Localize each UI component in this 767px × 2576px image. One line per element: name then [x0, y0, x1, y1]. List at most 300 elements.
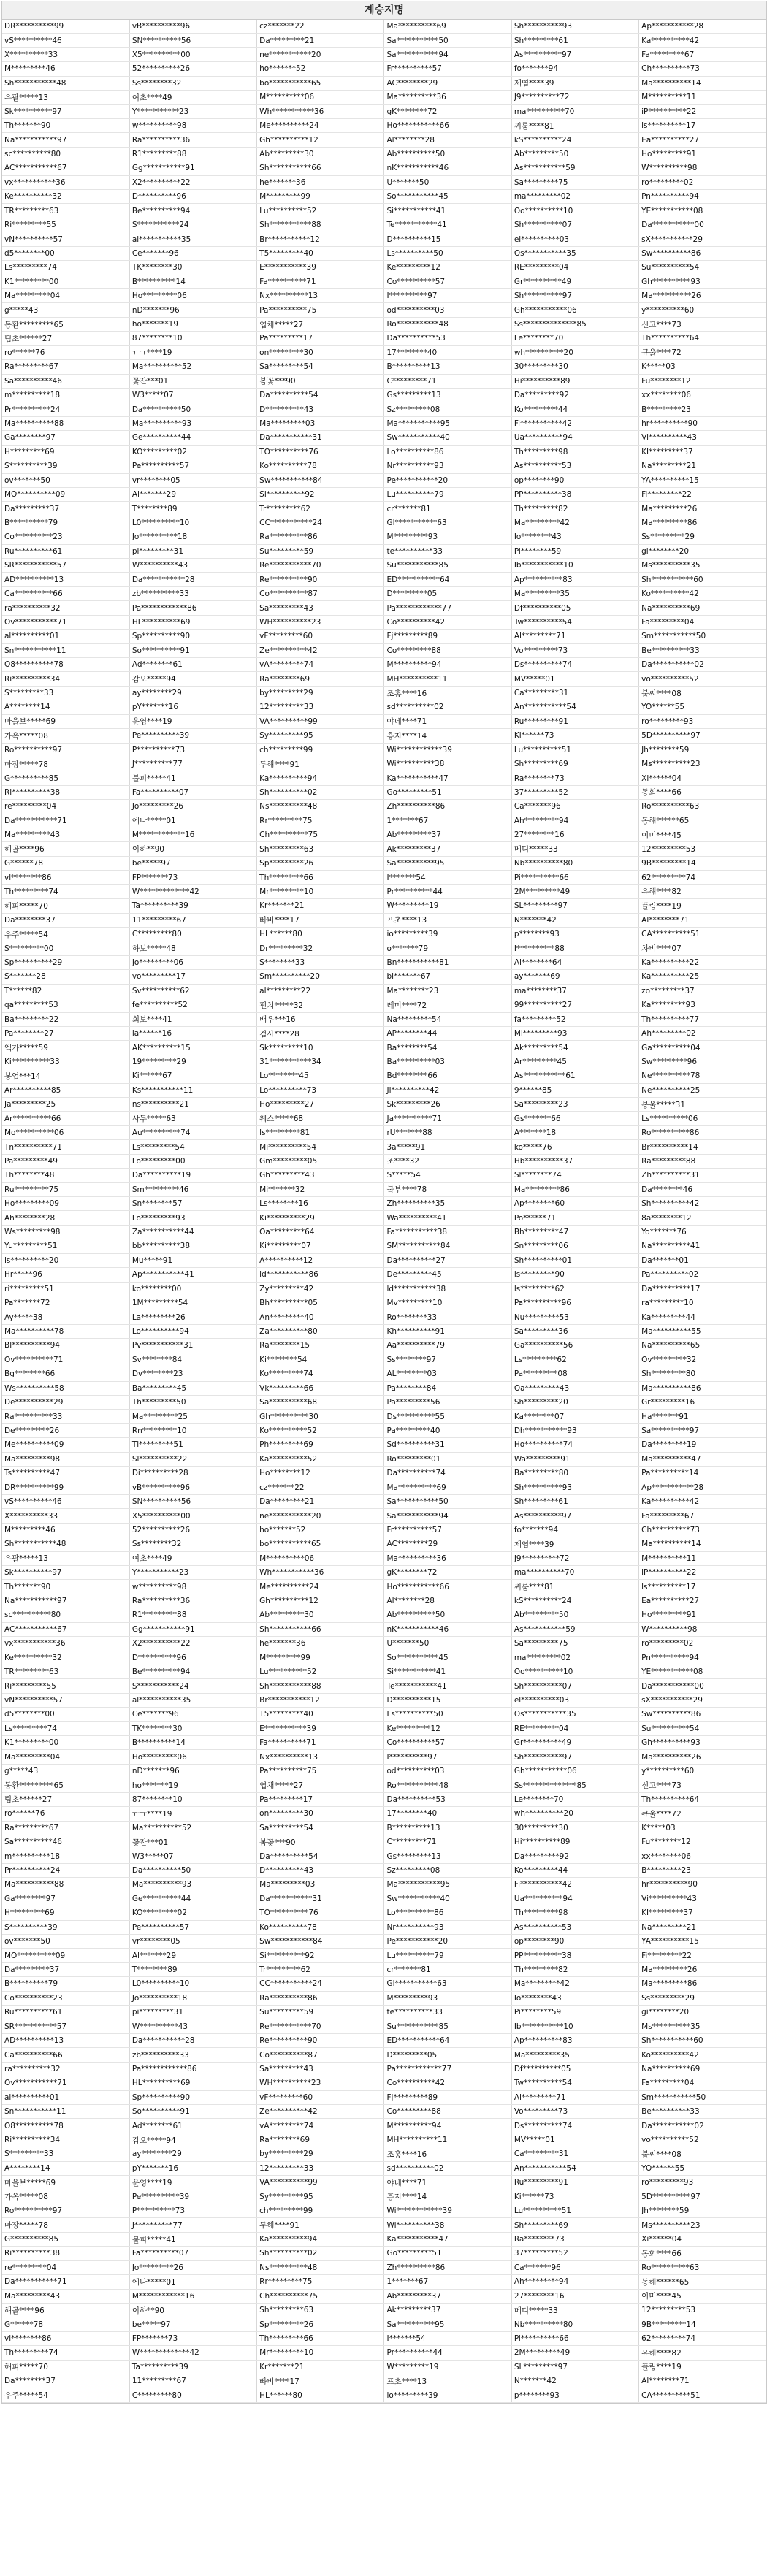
- list-item: AC***********67: [2, 1622, 129, 1636]
- list-item: C*********71: [384, 374, 511, 388]
- table-row: [2, 530, 766, 544]
- list-item: Th*********82: [511, 502, 638, 516]
- list-item: Ro***********48: [384, 1778, 511, 1792]
- list-item: SN**********56: [129, 34, 256, 47]
- list-item: Ra**********36: [129, 1594, 256, 1608]
- list-item: xx********06: [639, 1849, 766, 1863]
- list-item: 웨스*****68: [257, 1112, 384, 1125]
- list-item: al***********35: [129, 232, 256, 246]
- list-item: Wi************39: [384, 743, 511, 757]
- list-item: Fr**********57: [384, 62, 511, 76]
- table-row: [2, 2289, 766, 2303]
- list-item: 27********16: [511, 828, 638, 842]
- list-item: ri*********51: [2, 1282, 129, 1296]
- table-row: [2, 388, 766, 402]
- list-item: vr********05: [129, 1934, 256, 1948]
- list-item: Sw***********84: [257, 473, 384, 487]
- list-item: Th*********66: [257, 871, 384, 884]
- list-item: A*******18: [511, 1125, 638, 1139]
- list-item: HL******80: [257, 2388, 384, 2402]
- list-item: Sp**********90: [129, 2090, 256, 2104]
- list-item: 12*********53: [639, 842, 766, 856]
- list-item: D*********05: [384, 586, 511, 600]
- list-item: DR**********99: [2, 1480, 129, 1494]
- list-item: TK********30: [129, 1721, 256, 1735]
- list-item: K*****03: [639, 360, 766, 374]
- list-item: Sp*********26: [257, 2317, 384, 2331]
- list-item: C*********80: [129, 2388, 256, 2402]
- table-row: [2, 1551, 766, 1565]
- list-item: Ka*********93: [639, 998, 766, 1012]
- list-item: 여초****49: [129, 91, 256, 104]
- table-row: [2, 1934, 766, 1948]
- table-row: [2, 1622, 766, 1636]
- list-item: E***********39: [257, 261, 384, 275]
- list-item: KI*********37: [639, 445, 766, 459]
- list-item: op********90: [511, 1934, 638, 1948]
- table-row: [2, 2161, 766, 2175]
- table-row: [2, 2247, 766, 2260]
- table-row: [2, 516, 766, 530]
- list-item: Su*********59: [257, 544, 384, 558]
- list-item: Sz*********08: [384, 1863, 511, 1877]
- list-item: ro*********93: [639, 2176, 766, 2190]
- table-row: [2, 1140, 766, 1154]
- table-row: [2, 1098, 766, 1112]
- list-item: ma**********70: [511, 1565, 638, 1579]
- table-row: [2, 2232, 766, 2246]
- list-item: Sy*********95: [257, 2190, 384, 2204]
- table-row: [2, 2019, 766, 2033]
- list-item: Te***********41: [384, 218, 511, 232]
- list-item: Da**********17: [639, 1282, 766, 1296]
- list-item: D**********96: [129, 190, 256, 204]
- list-item: L0**********10: [129, 516, 256, 530]
- table-row: [2, 1651, 766, 1665]
- list-item: cr*******81: [384, 502, 511, 516]
- list-item: X2**********22: [129, 1637, 256, 1651]
- table-row: [2, 559, 766, 573]
- list-item: So**********91: [129, 2105, 256, 2119]
- list-item: KO*********02: [129, 445, 256, 459]
- list-item: Th*********74: [2, 884, 129, 898]
- list-item: Si***********41: [384, 1665, 511, 1678]
- list-item: T5*********40: [257, 246, 384, 260]
- list-item: 봉울*****31: [639, 1098, 766, 1112]
- list-item: Ah*********94: [511, 2275, 638, 2289]
- list-item: Da**********54: [257, 388, 384, 402]
- list-item: 두해****91: [257, 757, 384, 771]
- list-item: 마장*****78: [2, 757, 129, 771]
- list-item: Ls*********54: [129, 1140, 256, 1154]
- list-item: Na***********97: [2, 133, 129, 147]
- list-item: MH**********11: [384, 672, 511, 686]
- list-item: Na***********97: [2, 1594, 129, 1608]
- list-item: Fa**********07: [129, 785, 256, 799]
- list-item: ay*******69: [511, 970, 638, 984]
- table-row: [2, 1835, 766, 1849]
- list-item: al***********35: [129, 1693, 256, 1707]
- list-item: Ds**********74: [511, 657, 638, 671]
- list-item: YO******55: [639, 700, 766, 714]
- table-row: [2, 1679, 766, 1693]
- list-item: 9B*********14: [639, 2317, 766, 2331]
- ranking-sheet: [1, 1, 767, 2404]
- list-item: on*********30: [257, 345, 384, 359]
- list-item: Ka********07: [511, 1410, 638, 1423]
- table-row: [2, 62, 766, 76]
- list-item: 87********10: [129, 332, 256, 345]
- list-item: he*******36: [257, 175, 384, 189]
- list-item: ED***********64: [384, 2033, 511, 2047]
- table-row: [2, 814, 766, 828]
- list-item: Ss*********29: [639, 1991, 766, 2005]
- list-item: Ja**********71: [384, 1112, 511, 1125]
- list-item: Pa************86: [129, 601, 256, 615]
- list-item: Wh***********36: [257, 1565, 384, 1579]
- list-item: Ab*********50: [511, 147, 638, 161]
- list-item: K*****03: [639, 1821, 766, 1835]
- list-item: Lu**********79: [384, 1949, 511, 1962]
- list-item: Ha*******91: [639, 1410, 766, 1423]
- table-row: [2, 1849, 766, 1863]
- table-row: [2, 1962, 766, 1976]
- table-row: [2, 1821, 766, 1835]
- list-item: ch*********99: [257, 743, 384, 757]
- list-item: SL*********97: [511, 899, 638, 913]
- list-item: Th**********64: [639, 332, 766, 345]
- list-item: Ap**********83: [511, 2033, 638, 2047]
- table-row: [2, 1977, 766, 1991]
- list-item: Hr*****96: [2, 1268, 129, 1282]
- list-item: 19*********29: [129, 1055, 256, 1069]
- list-item: Jo*********06: [129, 955, 256, 969]
- list-item: Ne**********25: [639, 1083, 766, 1097]
- list-item: Ho*********91: [639, 1608, 766, 1622]
- list-item: Da*********21: [257, 34, 384, 47]
- list-item: Sh*********20: [511, 1395, 638, 1409]
- list-item: Xi******04: [639, 771, 766, 785]
- list-item: Wh***********36: [257, 104, 384, 118]
- list-item: Rr*********75: [257, 2275, 384, 2289]
- list-item: B**********79: [2, 516, 129, 530]
- list-item: Ho*********27: [257, 1098, 384, 1112]
- list-item: Sk*********26: [384, 1098, 511, 1112]
- table-row: [2, 1721, 766, 1735]
- list-item: Sk*********10: [257, 1041, 384, 1055]
- list-item: Da*********37: [2, 502, 129, 516]
- list-item: Ka*********44: [639, 1310, 766, 1324]
- list-item: Hb**********37: [511, 1154, 638, 1168]
- list-item: m**********18: [2, 388, 129, 402]
- list-item: SM***********84: [384, 1239, 511, 1253]
- list-item: Sm*********46: [129, 1182, 256, 1196]
- list-item: As**********97: [511, 47, 638, 61]
- list-item: 조홍****16: [384, 2147, 511, 2161]
- list-item: Ah*********02: [639, 1026, 766, 1040]
- list-item: Ma**********47: [639, 1452, 766, 1466]
- list-item: M**********94: [384, 657, 511, 671]
- list-item: iP**********22: [639, 1565, 766, 1579]
- list-item: 봄꽃***90: [257, 374, 384, 388]
- list-item: 해골****96: [2, 842, 129, 856]
- list-item: Ra**********86: [257, 530, 384, 544]
- list-item: Ru*********75: [2, 1182, 129, 1196]
- list-item: Gh**********12: [257, 1594, 384, 1608]
- table-row: [2, 928, 766, 941]
- list-item: T5*********40: [257, 1708, 384, 1721]
- list-item: Sw***********40: [384, 431, 511, 445]
- list-item: Ki********54: [257, 1353, 384, 1367]
- list-item: Ma**********88: [2, 1878, 129, 1892]
- list-item: Sh*********69: [511, 757, 638, 771]
- list-item: Fi***********42: [511, 1878, 638, 1892]
- list-item: D**********43: [257, 402, 384, 416]
- table-row: [2, 1282, 766, 1296]
- list-item: Gh***********06: [511, 1764, 638, 1778]
- list-item: Su***********85: [384, 2019, 511, 2033]
- list-item: I**********97: [384, 289, 511, 303]
- list-item: Ra*********67: [2, 1821, 129, 1835]
- list-item: Pa**********14: [639, 1467, 766, 1480]
- list-item: Da**********54: [257, 1849, 384, 1863]
- list-item: Sh***********60: [639, 573, 766, 586]
- list-item: WH**********23: [257, 615, 384, 629]
- list-item: Me**********24: [257, 118, 384, 132]
- list-item: Gs*********13: [384, 388, 511, 402]
- list-item: zo*********37: [639, 984, 766, 998]
- list-item: I*******54: [384, 871, 511, 884]
- list-item: sc**********80: [2, 147, 129, 161]
- list-item: M*********93: [384, 530, 511, 544]
- list-item: ls*********90: [511, 1268, 638, 1282]
- list-item: Th*********82: [511, 1962, 638, 1976]
- list-item: Ka**********25: [639, 970, 766, 984]
- list-item: Ma*********25: [129, 1410, 256, 1423]
- list-item: Ma*********26: [639, 502, 766, 516]
- table-row: [2, 133, 766, 147]
- table-row: [2, 1026, 766, 1040]
- table-row: [2, 1239, 766, 1253]
- list-item: S**********39: [2, 459, 129, 473]
- list-item: Al*********71: [511, 630, 638, 643]
- list-item: S*********00: [2, 941, 129, 955]
- table-row: [2, 1197, 766, 1211]
- list-item: by*********29: [257, 2147, 384, 2161]
- list-item: Pa**********75: [257, 303, 384, 317]
- list-item: 여초****49: [129, 1551, 256, 1565]
- list-item: Sh***********66: [257, 1622, 384, 1636]
- list-item: Ga**********56: [511, 1339, 638, 1353]
- list-item: ho*******52: [257, 1523, 384, 1537]
- list-item: Ka**********22: [639, 955, 766, 969]
- list-item: ay********29: [129, 686, 256, 700]
- list-item: Zh**********86: [384, 2260, 511, 2274]
- list-item: 62*********74: [639, 871, 766, 884]
- list-item: Io********43: [511, 530, 638, 544]
- list-item: S**********39: [2, 1920, 129, 1934]
- list-item: Po******71: [511, 1211, 638, 1225]
- list-item: el**********03: [511, 1693, 638, 1707]
- list-item: Ra********15: [257, 1339, 384, 1353]
- list-item: X5**********00: [129, 1509, 256, 1523]
- list-item: Ma**********52: [129, 360, 256, 374]
- list-item: C*********80: [129, 928, 256, 941]
- list-item: Mr*********10: [257, 2346, 384, 2360]
- list-item: AK**********15: [129, 1041, 256, 1055]
- list-item: al**********01: [2, 2090, 129, 2104]
- list-item: ls**********20: [2, 1253, 129, 1267]
- list-item: W*************42: [129, 884, 256, 898]
- list-item: Rr*********75: [257, 814, 384, 828]
- list-item: Ov***********71: [2, 2076, 129, 2090]
- table-row: [2, 204, 766, 218]
- list-item: Pa**********75: [257, 1764, 384, 1778]
- list-item: De*********26: [2, 1423, 129, 1437]
- list-item: Tl*********51: [129, 1438, 256, 1452]
- list-item: Th**********64: [639, 1792, 766, 1806]
- list-item: AC***********67: [2, 161, 129, 175]
- list-item: Ma**********69: [384, 1480, 511, 1494]
- list-item: Ho*********91: [639, 147, 766, 161]
- list-item: Ar**********66: [2, 1112, 129, 1125]
- list-item: Ra**********86: [257, 1991, 384, 2005]
- list-item: TR*********63: [2, 204, 129, 218]
- list-item: 해피*****70: [2, 2360, 129, 2374]
- table-row: [2, 431, 766, 445]
- list-item: 해골****96: [2, 2303, 129, 2317]
- list-item: Ea**********27: [639, 1594, 766, 1608]
- list-item: Ap********60: [511, 1197, 638, 1211]
- list-item: Co**********57: [384, 275, 511, 288]
- list-item: I**********97: [384, 1750, 511, 1764]
- table-row: [2, 1154, 766, 1168]
- list-item: 야네****71: [384, 2176, 511, 2190]
- list-item: Ma*********03: [257, 1878, 384, 1892]
- list-item: Ma*********98: [2, 1452, 129, 1466]
- list-item: Al********71: [639, 913, 766, 927]
- list-item: Gh**********30: [257, 1410, 384, 1423]
- list-item: vN**********57: [2, 232, 129, 246]
- list-item: Ap***********28: [639, 20, 766, 34]
- list-item: Al********28: [384, 133, 511, 147]
- list-item: So***********45: [384, 190, 511, 204]
- table-row: [2, 1708, 766, 1721]
- list-item: 불피*****41: [129, 2232, 256, 2246]
- list-item: qa*********53: [2, 998, 129, 1012]
- list-item: re*********04: [2, 800, 129, 814]
- list-item: Br***********12: [257, 232, 384, 246]
- list-item: Ma*********03: [257, 416, 384, 430]
- list-item: Ns**********48: [257, 2260, 384, 2274]
- list-item: Lo**********73: [257, 1083, 384, 1097]
- list-item: ma**********70: [511, 104, 638, 118]
- list-item: Pa*********56: [384, 1395, 511, 1409]
- list-item: Na**********69: [639, 601, 766, 615]
- list-item: Jh********59: [639, 743, 766, 757]
- table-row: [2, 374, 766, 388]
- list-item: SR***********57: [2, 559, 129, 573]
- list-item: 12*********33: [257, 700, 384, 714]
- list-item: Zy*********42: [257, 1282, 384, 1296]
- table-row: [2, 1395, 766, 1409]
- list-item: Re**********90: [257, 573, 384, 586]
- list-item: L0**********10: [129, 1977, 256, 1991]
- list-item: Ro********33: [384, 1310, 511, 1324]
- list-item: Ca*********31: [511, 2147, 638, 2161]
- list-item: De*********45: [384, 1268, 511, 1282]
- list-item: MO**********09: [2, 1949, 129, 1962]
- list-item: 1M*********54: [129, 1296, 256, 1310]
- list-item: Ro***********48: [384, 317, 511, 331]
- list-item: Ho*********09: [2, 1197, 129, 1211]
- table-row: [2, 630, 766, 643]
- list-item: Pi**********66: [511, 2331, 638, 2345]
- list-item: al**********01: [2, 630, 129, 643]
- table-row: [2, 232, 766, 246]
- list-item: Na*********21: [639, 459, 766, 473]
- list-item: wh**********20: [511, 1807, 638, 1821]
- list-item: Ki******73: [511, 729, 638, 743]
- list-item: 붙씨****08: [639, 2147, 766, 2161]
- list-item: 레미****72: [384, 998, 511, 1012]
- list-item: 동환*********65: [2, 317, 129, 331]
- list-item: Ka**********42: [639, 34, 766, 47]
- table-row: [2, 828, 766, 842]
- list-item: Wi**********38: [384, 757, 511, 771]
- list-item: MO**********09: [2, 487, 129, 501]
- list-item: Te***********41: [384, 1679, 511, 1693]
- table-row: [2, 1182, 766, 1196]
- list-item: Pi********59: [511, 544, 638, 558]
- list-item: Lo**********86: [384, 1906, 511, 1920]
- table-row: [2, 34, 766, 47]
- list-item: Pa**********02: [639, 1268, 766, 1282]
- table-row: [2, 1112, 766, 1125]
- list-item: ne***********20: [257, 1509, 384, 1523]
- list-item: Le********70: [511, 332, 638, 345]
- list-item: Ib***********10: [511, 2019, 638, 2033]
- list-item: Pe***********20: [384, 1934, 511, 1948]
- list-item: 윤영****19: [129, 714, 256, 728]
- list-item: G**********85: [2, 771, 129, 785]
- table-row: [2, 1594, 766, 1608]
- list-item: 조홍****16: [384, 686, 511, 700]
- list-item: Jo**********18: [129, 1991, 256, 2005]
- list-item: 감오*****94: [129, 672, 256, 686]
- list-item: Ze**********42: [257, 643, 384, 657]
- table-row: [2, 91, 766, 104]
- list-item: Ls*********62: [511, 1353, 638, 1367]
- list-item: Ho***********66: [384, 1580, 511, 1594]
- list-item: Fa*********67: [639, 1509, 766, 1523]
- list-item: J**********77: [129, 2218, 256, 2232]
- list-item: Su*********59: [257, 2006, 384, 2019]
- table-row: [2, 657, 766, 671]
- list-item: Sh**********93: [511, 1480, 638, 1494]
- list-item: Sa**********95: [384, 2317, 511, 2331]
- list-item: rU*******88: [384, 1125, 511, 1139]
- table-row: [2, 1750, 766, 1764]
- list-item: N*******42: [511, 913, 638, 927]
- list-item: Gh***********06: [511, 303, 638, 317]
- list-item: MV*****01: [511, 2133, 638, 2147]
- list-item: Sh*********61: [511, 34, 638, 47]
- list-item: Jl**********42: [384, 1083, 511, 1097]
- list-item: Ov**********71: [2, 1353, 129, 1367]
- list-item: Ws*********98: [2, 1225, 129, 1239]
- list-item: Th*********98: [511, 1906, 638, 1920]
